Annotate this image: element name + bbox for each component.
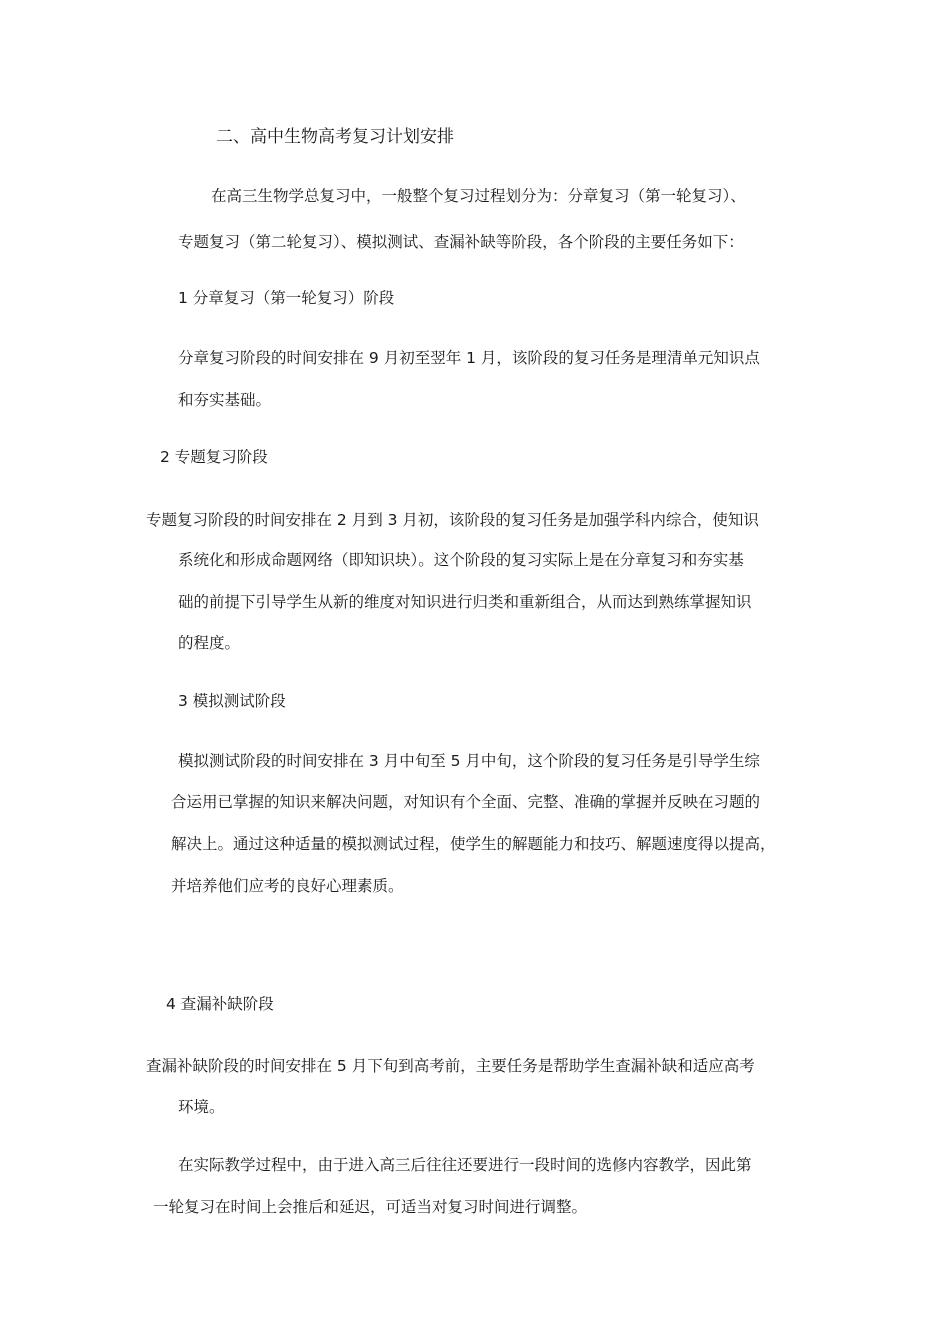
section-2-line-4: 的程度。 <box>178 634 241 652</box>
section-1-heading: 1 分章复习（第一轮复习）阶段 <box>178 289 395 307</box>
section-2-line-2: 系统化和形成命题网络（即知识块）。这个阶段的复习实际上是在分章复习和夯实基 <box>178 551 744 569</box>
intro-line-1: 在高三生物学总复习中，一般整个复习过程划分为：分章复习（第一轮复习）、 <box>211 187 746 205</box>
section-3-line-1: 模拟测试阶段的时间安排在 3 月中旬至 5 月中旬，这个阶段的复习任务是引导学生综 <box>178 752 760 770</box>
section-1-line-1: 分章复习阶段的时间安排在 9 月初至翌年 1 月，该阶段的复习任务是理清单元知识点 <box>178 349 760 367</box>
section-2-line-1: 专题复习阶段的时间安排在 2 月到 3 月初，该阶段的复习任务是加强学科内综合，使知识 <box>146 511 759 529</box>
section-2-line-3: 础的前提下引导学生从新的维度对知识进行归类和重新组合，从而达到熟练掌握知识 <box>178 593 752 611</box>
section-4-line-2: 环境。 <box>178 1098 225 1116</box>
section-4-line-1: 查漏补缺阶段的时间安排在 5 月下旬到高考前，主要任务是帮助学生查漏补缺和适应高考 <box>146 1057 755 1075</box>
closing-line-1: 在实际教学过程中，由于进入高三后往往还要进行一段时间的选修内容教学，因此第 <box>178 1156 752 1174</box>
section-3-line-4: 并培养他们应考的良好心理素质。 <box>171 877 404 895</box>
intro-line-2: 专题复习（第二轮复习）、模拟测试、查漏补缺等阶段，各个阶段的主要任务如下： <box>178 233 744 251</box>
section-4-heading: 4 查漏补缺阶段 <box>166 995 274 1013</box>
section-3-heading: 3 模拟测试阶段 <box>178 692 286 710</box>
section-1-line-2: 和夯实基础。 <box>178 391 272 409</box>
section-3-line-2: 合运用已掌握的知识来解决问题，对知识有个全面、完整、准确的掌握并反映在习题的 <box>171 793 761 811</box>
closing-line-2: 一轮复习在时间上会推后和延迟，可适当对复习时间进行调整。 <box>153 1198 588 1216</box>
section-3-line-3: 解决上。通过这种适量的模拟测试过程，使学生的解题能力和技巧、解题速度得以提高， <box>171 835 776 853</box>
section-2-heading: 2 专题复习阶段 <box>160 448 268 466</box>
page-title: 二、高中生物高考复习计划安排 <box>216 127 454 147</box>
